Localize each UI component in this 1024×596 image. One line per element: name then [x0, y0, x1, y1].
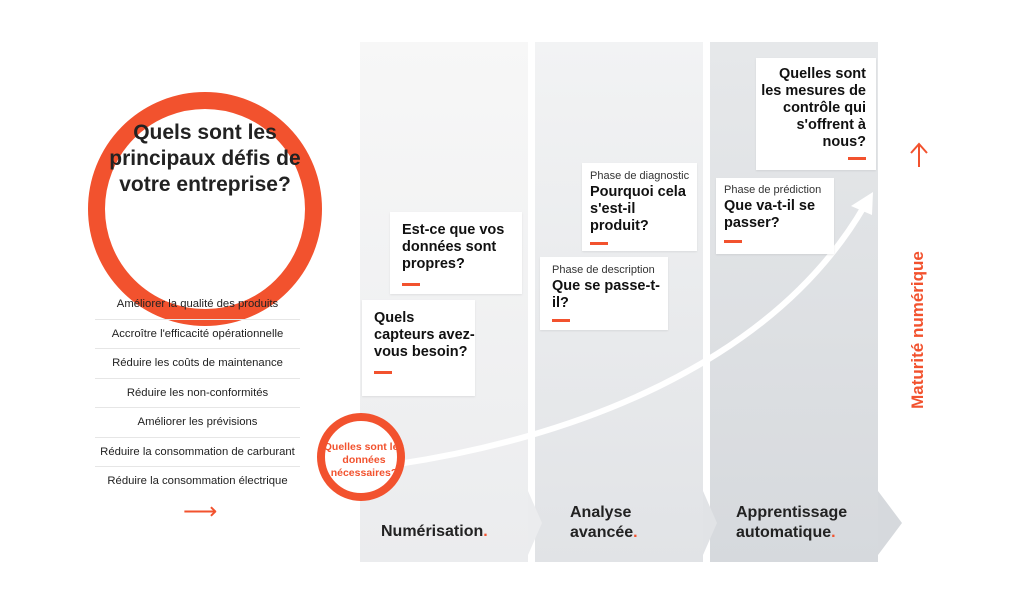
accent-bar — [402, 283, 420, 286]
up-arrow-icon — [908, 142, 930, 168]
question-box-controle — [756, 58, 876, 170]
question-text: Que se passe-t-il? — [552, 278, 660, 311]
phase-label: Phase de diagnostic — [590, 170, 690, 182]
challenge-item: Améliorer les prévisions — [95, 408, 300, 438]
question-text: Quelles sont les mesures de contrôle qui s'offrent à nous? — [761, 66, 866, 150]
challenge-item: Réduire les non-conformités — [95, 379, 300, 409]
challenge-item: Réduire la consommation électrique — [107, 475, 288, 487]
accent-bar — [552, 319, 570, 322]
phase-label: Phase de prédiction — [724, 184, 822, 196]
question-box-diagnostic — [582, 163, 697, 251]
stage-label-numerisation: Numérisation. — [381, 523, 488, 540]
maturity-axis-label: Maturité numérique — [908, 251, 927, 409]
challenge-item: Réduire les coûts de maintenance — [95, 349, 300, 379]
question-text: Quels capteurs avez-vous besoin? — [374, 310, 475, 360]
question-box-description — [540, 257, 668, 330]
accent-bar — [374, 371, 392, 374]
accent-bar — [590, 242, 608, 245]
stage-label-apprentissage: Apprentissage automatique. — [736, 504, 848, 541]
question-text: Que va-t-il se passer? — [724, 198, 816, 231]
question-text: Pourquoi cela s'est-il produit? — [590, 184, 686, 234]
question-box-prediction — [716, 178, 834, 254]
main-question: Quels sont les principaux défis de votre entreprise? — [109, 121, 301, 196]
accent-bar — [724, 240, 742, 243]
question-box-capteurs — [362, 300, 475, 396]
stage-label-analyse: Analyse avancée. — [570, 504, 638, 541]
accent-bar — [848, 157, 866, 160]
challenge-item: Réduire la consommation de carburant — [95, 438, 300, 468]
challenge-item: Accroître l'efficacité opérationnelle — [95, 320, 300, 350]
start-question: Quelles sont les données nécessaires? — [323, 441, 405, 479]
question-text: Est-ce que vos données sont propres? — [402, 222, 505, 272]
challenge-item: Améliorer la qualité des produits — [95, 290, 300, 320]
question-box-donnees-propres — [390, 212, 522, 294]
right-arrow-icon: ⟶ — [183, 498, 218, 525]
phase-label: Phase de description — [552, 264, 655, 276]
